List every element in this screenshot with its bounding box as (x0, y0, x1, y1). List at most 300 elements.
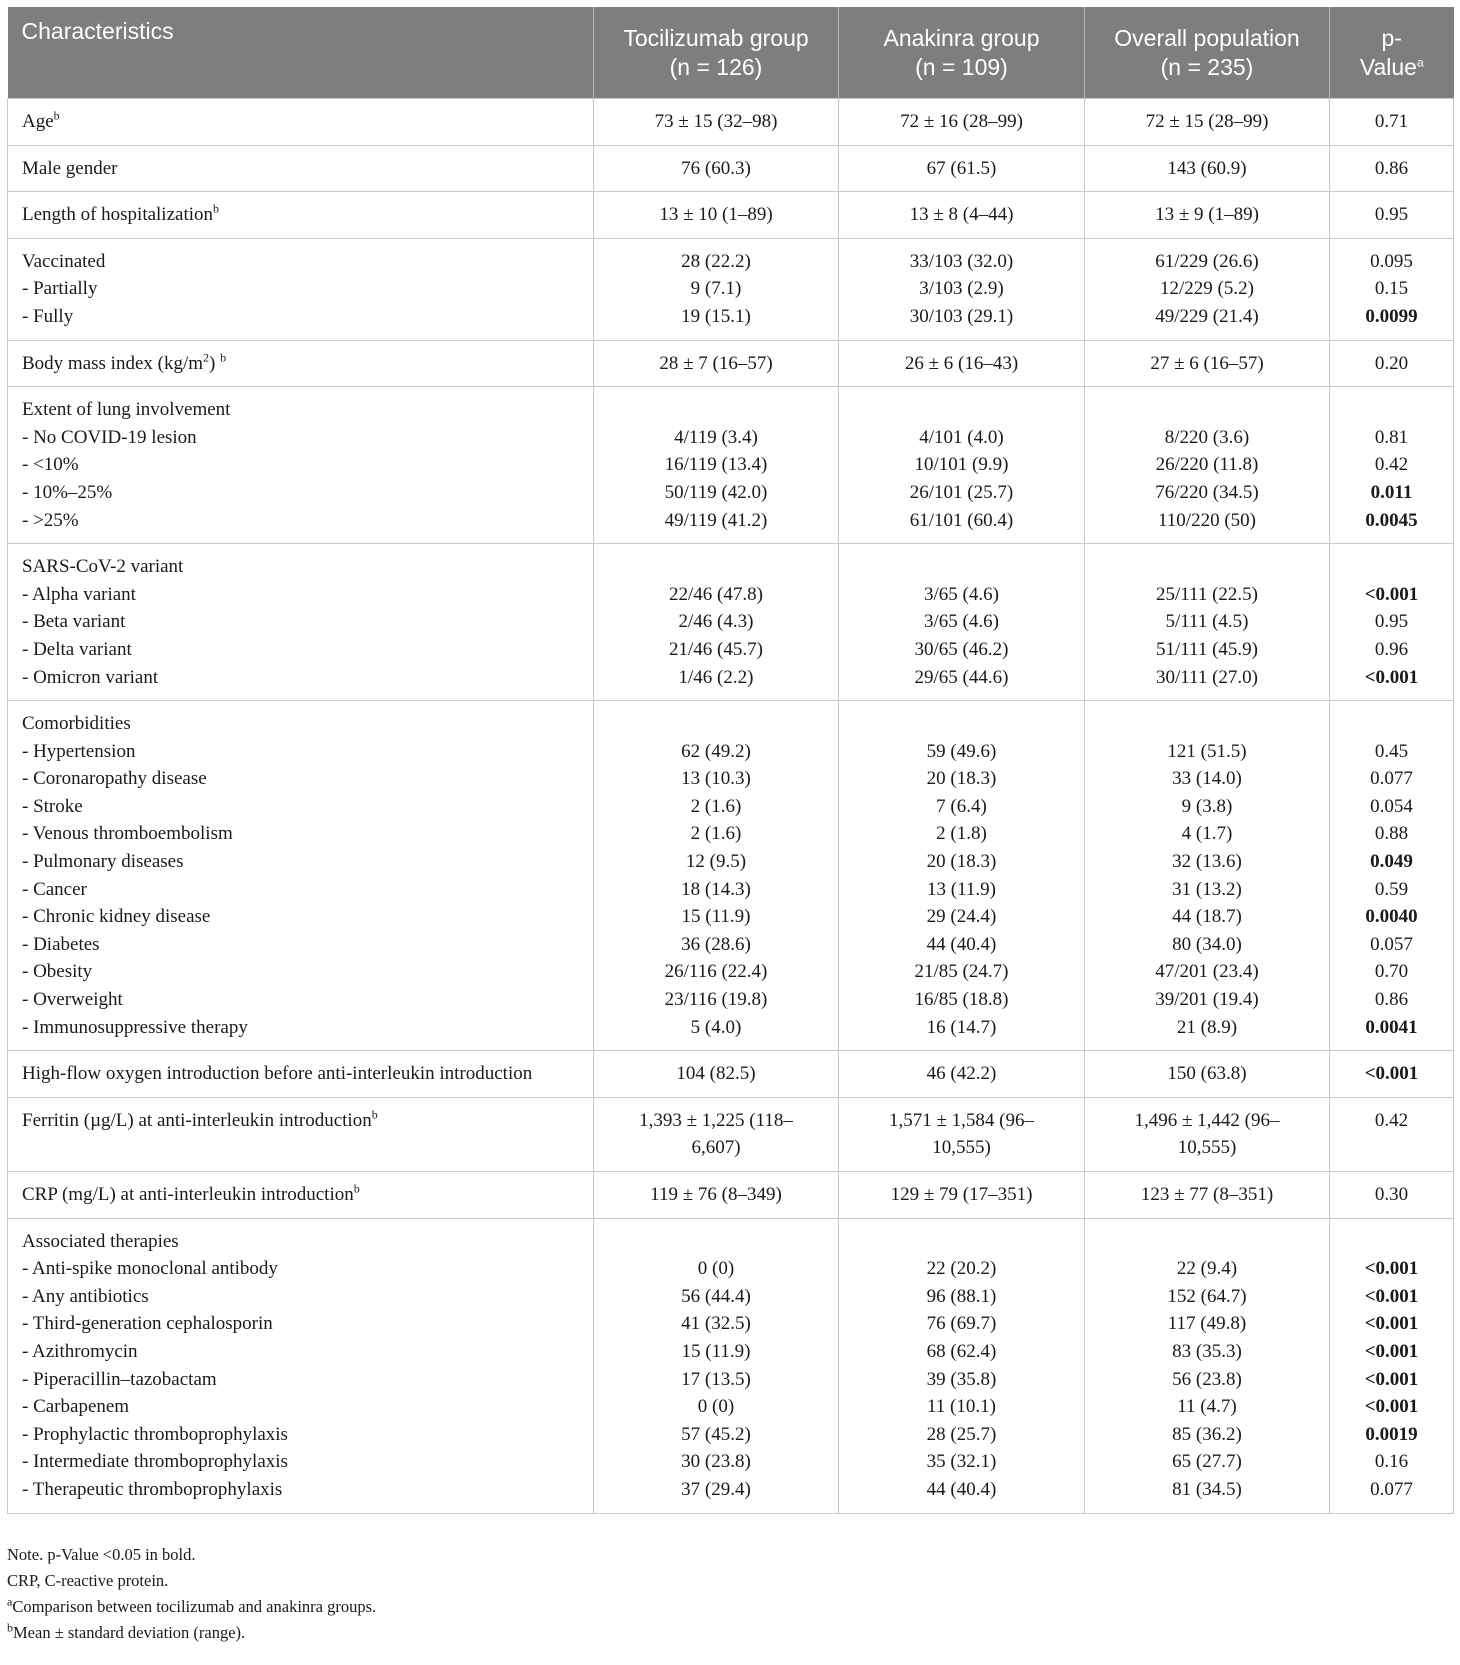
cell-value: 50/119 (42.0) (664, 481, 768, 503)
p-value-significant: <0.001 (1364, 1368, 1419, 1390)
cell-value (600, 553, 832, 581)
cell-value: 16 (14.7) (926, 1016, 997, 1038)
cell-value: 26 ± 6 (16–43) (904, 352, 1019, 374)
overall-cell (1085, 701, 1330, 1051)
cell-value: 26/101 (25.7) (909, 481, 1014, 503)
p-value: 0.057 (1370, 933, 1413, 955)
footnote-mark: b (371, 1107, 378, 1122)
sub-characteristic-label: - No COVID-19 lesion (22, 426, 197, 448)
p-value-cell (1330, 387, 1454, 544)
header-row (8, 7, 1454, 99)
overall-cell (1085, 1097, 1330, 1171)
cell-value (1091, 710, 1323, 738)
sub-characteristic-label: - Immunosuppressive therapy (22, 1016, 248, 1038)
cell-value: 96 (88.1) (926, 1285, 997, 1307)
p-value-significant: <0.001 (1364, 583, 1419, 605)
cell-value: 1,571 ± 1,584 (96– (888, 1109, 1034, 1131)
footnote-mark: 2 (203, 350, 210, 365)
p-value-cell (1330, 544, 1454, 701)
cell-value: 56 (44.4) (681, 1285, 751, 1307)
characteristic-cell (8, 238, 594, 340)
p-value: 0.59 (1374, 878, 1409, 900)
p-value: 0.86 (1374, 157, 1409, 179)
characteristics-table (7, 7, 1454, 1514)
cell-value: 152 (64.7) (1167, 1285, 1247, 1307)
cell-value: 83 (35.3) (1172, 1340, 1242, 1362)
sub-characteristic-label: - Omicron variant (22, 666, 159, 688)
tocilizumab-cell (594, 1097, 839, 1171)
p-value: 0.96 (1374, 638, 1409, 660)
p-value: 0.15 (1374, 278, 1409, 300)
cell-value (1091, 1228, 1323, 1256)
p-value-significant: 0.049 (1370, 851, 1413, 873)
p-value (1334, 553, 1449, 581)
sub-characteristic-label: - Fully (22, 305, 74, 327)
cell-value: 65 (27.7) (1172, 1451, 1242, 1473)
characteristic-cell (8, 1051, 594, 1098)
cell-value: 26/116 (22.4) (664, 961, 768, 983)
cell-value: 16/119 (13.4) (664, 454, 768, 476)
characteristic-cell (8, 192, 594, 239)
p-value-cell (1330, 1172, 1454, 1219)
p-value (1334, 710, 1449, 738)
cell-value: 22 (9.4) (1176, 1258, 1238, 1280)
overall-cell (1085, 238, 1330, 340)
cell-value: 67 (61.5) (926, 157, 997, 179)
table-row (8, 1172, 1454, 1219)
characteristic-label: High-flow oxygen introduction before anti-interleukin introduction (22, 1063, 533, 1085)
cell-value: 68 (62.4) (926, 1340, 997, 1362)
sub-characteristic-label: - Beta variant (22, 611, 126, 633)
anakinra-cell (839, 99, 1085, 146)
header-pvalue-footnote-mark: a (1416, 54, 1424, 69)
anakinra-cell (839, 238, 1085, 340)
cell-value: 62 (49.2) (681, 740, 751, 762)
cell-value: 39/201 (19.4) (1155, 989, 1259, 1011)
cell-value: 56 (23.8) (1172, 1368, 1242, 1390)
header-tocilizumab-n: (n = 126) (669, 53, 763, 80)
cell-value: 61/229 (26.6) (1155, 250, 1259, 272)
sub-characteristic-label: - Delta variant (22, 638, 132, 660)
cell-value (1091, 553, 1323, 581)
tocilizumab-cell (594, 544, 839, 701)
cell-value: 10,555) (1177, 1137, 1237, 1159)
characteristic-cell (8, 701, 594, 1051)
p-value: 0.054 (1370, 795, 1413, 817)
sub-characteristic-label: - 10%–25% (22, 481, 113, 503)
p-value-significant: <0.001 (1364, 1340, 1419, 1362)
cell-value: 51/111 (45.9) (1155, 638, 1259, 660)
header-anakinra (839, 7, 1085, 99)
tocilizumab-cell (594, 145, 839, 192)
sub-characteristic-label: - Overweight (22, 989, 123, 1011)
tocilizumab-cell (594, 238, 839, 340)
cell-value: 117 (49.8) (1167, 1313, 1247, 1335)
cell-value: 41 (32.5) (681, 1313, 751, 1335)
cell-value: 15 (11.9) (681, 906, 751, 928)
sub-characteristic-label: - Prophylactic thromboprophylaxis (22, 1423, 288, 1445)
overall-cell (1085, 99, 1330, 146)
sub-characteristic-label: - Intermediate thromboprophylaxis (22, 1451, 288, 1473)
sub-characteristic-label: - Carbapenem (22, 1396, 130, 1418)
cell-value: 76/220 (34.5) (1155, 481, 1259, 503)
characteristic-cell (8, 387, 594, 544)
table-row (8, 387, 1454, 544)
footnote-a: $^a$Comparison between tocilizumab and anakinra groups. (7, 1594, 377, 1616)
table-row (8, 1051, 1454, 1098)
table-container (7, 7, 1453, 1514)
cell-value (1091, 396, 1323, 424)
anakinra-cell (839, 1097, 1085, 1171)
characteristic-cell (8, 1218, 594, 1513)
cell-value: 1/46 (2.2) (678, 666, 754, 688)
header-tocilizumab (594, 7, 839, 99)
table-body (8, 99, 1454, 1514)
cell-value: 150 (63.8) (1167, 1063, 1247, 1085)
characteristic-label: Body mass index $(kg/m^2)$ $^b$ (22, 350, 227, 374)
tocilizumab-cell (594, 99, 839, 146)
sub-characteristic-label: - Obesity (22, 961, 93, 983)
tocilizumab-cell (594, 1051, 839, 1098)
overall-cell (1085, 387, 1330, 544)
overall-cell (1085, 544, 1330, 701)
overall-cell (1085, 145, 1330, 192)
cell-value: 4/101 (4.0) (919, 426, 1004, 448)
p-value: 0.88 (1374, 823, 1409, 845)
table-row (8, 340, 1454, 387)
cell-value: 44 (40.4) (926, 933, 997, 955)
p-value-cell (1330, 192, 1454, 239)
cell-value: 5 (4.0) (690, 1016, 742, 1038)
footnote-mark: b (213, 201, 220, 216)
cell-value: 110/220 (50) (1158, 509, 1256, 531)
cell-value (845, 396, 1078, 424)
tocilizumab-cell (594, 1218, 839, 1513)
p-value: 0.95 (1374, 204, 1409, 226)
characteristic-label: Male gender (22, 157, 118, 179)
cell-value: 15 (11.9) (681, 1340, 751, 1362)
table-header (8, 7, 1454, 99)
sub-characteristic-label: - Cancer (22, 878, 87, 900)
cell-value: 20 (18.3) (926, 768, 997, 790)
cell-value: 121 (51.5) (1167, 740, 1247, 762)
cell-value: 13 ± 9 (1–89) (1155, 204, 1259, 226)
cell-value: 47/201 (23.4) (1155, 961, 1259, 983)
sub-characteristic-label: - Coronaropathy disease (22, 768, 207, 790)
header-tocilizumab-label: Tocilizumab group (623, 24, 809, 51)
cell-value: 28 (25.7) (926, 1423, 997, 1445)
p-value: 0.20 (1374, 352, 1409, 374)
cell-value: 13 (10.3) (681, 768, 751, 790)
cell-value: 28 (22.2) (681, 250, 751, 272)
footnote-mark: b (53, 108, 60, 123)
characteristic-label: Ferritin (µg/L) at anti-interleukin introduction$^b$ (22, 1107, 378, 1131)
cell-value: 19 (15.1) (681, 305, 751, 327)
cell-value: 1,496 ± 1,442 (96– (1134, 1109, 1280, 1131)
tocilizumab-cell (594, 701, 839, 1051)
p-value: 0.86 (1374, 989, 1409, 1011)
p-value-significant: <0.001 (1364, 1258, 1419, 1280)
cell-value (845, 710, 1078, 738)
cell-value: 30/65 (46.2) (914, 638, 1009, 660)
sub-characteristic-label: - <10% (22, 454, 79, 476)
tocilizumab-cell (594, 340, 839, 387)
sub-characteristic-label: - Any antibiotics (22, 1285, 149, 1307)
cell-value: 37 (29.4) (681, 1478, 751, 1500)
characteristic-label: Length of hospitalization$^b$ (22, 201, 220, 226)
cell-value: 3/103 (2.9) (919, 278, 1004, 300)
sub-characteristic-label: - >25% (22, 509, 79, 531)
p-value: 0.71 (1374, 111, 1409, 132)
cell-value: 11 (4.7) (1177, 1396, 1237, 1418)
p-value-significant: 0.0099 (1365, 305, 1418, 327)
sub-characteristic-label: - Piperacillin–tazobactam (22, 1368, 217, 1390)
cell-value: 44 (40.4) (926, 1478, 997, 1500)
cell-value: 44 (18.7) (1172, 906, 1242, 928)
table-row (8, 192, 1454, 239)
cell-value: 61/101 (60.4) (909, 509, 1014, 531)
header-pvalue-line2: Value$^a$ (1359, 53, 1424, 80)
cell-value: 13 ± 8 (4–44) (909, 204, 1014, 226)
characteristic-cell (8, 145, 594, 192)
cell-value: 3/65 (4.6) (924, 583, 999, 605)
cell-value: 46 (42.2) (926, 1063, 997, 1085)
header-characteristics: Characteristics (8, 7, 594, 99)
cell-value (600, 396, 832, 424)
header-anakinra-label: Anakinra group (883, 24, 1040, 51)
footnote-note: Note. p-Value <0.05 in bold. (7, 1545, 196, 1564)
cell-value: 57 (45.2) (681, 1423, 751, 1445)
anakinra-cell (839, 387, 1085, 544)
cell-value: 33 (14.0) (1172, 768, 1242, 790)
cell-value: 6,607) (691, 1137, 741, 1159)
cell-value: 0 (0) (697, 1396, 735, 1418)
sub-characteristic-label: - Hypertension (22, 740, 136, 762)
p-value: 0.81 (1374, 426, 1409, 448)
cell-value: 80 (34.0) (1172, 933, 1242, 955)
cell-value: 76 (69.7) (926, 1313, 997, 1335)
footnote-b: $^b$Mean ± standard deviation (range). (7, 1620, 246, 1642)
p-value-significant: <0.001 (1364, 1285, 1419, 1307)
cell-value: 36 (28.6) (681, 933, 751, 955)
sub-characteristic-label: - Chronic kidney disease (22, 906, 211, 928)
cell-value: 22/46 (47.8) (669, 583, 763, 605)
table-row (8, 145, 1454, 192)
cell-value: 5/111 (4.5) (1165, 611, 1249, 633)
p-value: 0.095 (1370, 250, 1413, 272)
tocilizumab-cell (594, 1172, 839, 1219)
p-value-significant: 0.011 (1370, 481, 1413, 503)
characteristic-cell (8, 544, 594, 701)
cell-value: 119 ± 76 (8–349) (650, 1184, 782, 1205)
cell-value: 22 (20.2) (926, 1258, 997, 1280)
p-value-significant: 0.0019 (1365, 1423, 1418, 1445)
p-value: 0.95 (1374, 611, 1409, 633)
cell-value: 21/85 (24.7) (914, 961, 1009, 983)
overall-cell (1085, 340, 1330, 387)
p-value-cell (1330, 1051, 1454, 1098)
p-value-significant: 0.0045 (1365, 509, 1418, 531)
cell-value: 21/46 (45.7) (669, 638, 763, 660)
characteristic-cell (8, 1097, 594, 1171)
cell-value: 2 (1.6) (690, 823, 742, 845)
table-footnotes (7, 1542, 376, 1646)
cell-value: 104 (82.5) (676, 1063, 756, 1085)
cell-value (600, 710, 832, 738)
sub-characteristic-label: - Pulmonary diseases (22, 851, 184, 873)
p-value: 0.30 (1374, 1184, 1409, 1205)
p-value: 0.42 (1374, 454, 1409, 476)
cell-value: 10,555) (932, 1137, 991, 1159)
characteristic-label: SARS-CoV-2 variant (22, 556, 184, 578)
table-row (8, 1218, 1454, 1513)
cell-value: 30 (23.8) (681, 1451, 751, 1473)
cell-value: 32 (13.6) (1172, 851, 1242, 873)
sub-characteristic-label: - Third-generation cephalosporin (22, 1313, 273, 1335)
cell-value: 73 ± 15 (32–98) (654, 111, 778, 132)
p-value: 0.077 (1370, 1478, 1413, 1500)
cell-value: 129 ± 79 (17–351) (890, 1184, 1033, 1205)
cell-value: 28 ± 7 (16–57) (659, 352, 773, 374)
p-value (1334, 396, 1449, 424)
sub-characteristic-label: - Diabetes (22, 933, 100, 955)
cell-value: 3/65 (4.6) (924, 611, 999, 633)
footnote-crp: CRP, C-reactive protein. (7, 1571, 169, 1590)
anakinra-cell (839, 192, 1085, 239)
sub-characteristic-label: - Partially (22, 278, 98, 300)
anakinra-cell (839, 701, 1085, 1051)
p-value-significant: <0.001 (1364, 1063, 1419, 1085)
sub-characteristic-label: - Azithromycin (22, 1340, 138, 1362)
cell-value: 20 (18.3) (926, 851, 997, 873)
cell-value: 9 (7.1) (690, 278, 742, 300)
tocilizumab-cell (594, 387, 839, 544)
cell-value: 7 (6.4) (936, 795, 987, 817)
cell-value: 39 (35.8) (926, 1368, 997, 1390)
table-row (8, 544, 1454, 701)
overall-cell (1085, 1172, 1330, 1219)
cell-value: 8/220 (3.6) (1164, 426, 1250, 448)
p-value-cell (1330, 238, 1454, 340)
cell-value: 26/220 (11.8) (1155, 454, 1259, 476)
cell-value: 0 (0) (697, 1258, 735, 1280)
cell-value: 72 ± 16 (28–99) (900, 111, 1023, 132)
characteristic-label: Extent of lung involvement (22, 399, 231, 421)
cell-value: 12/229 (5.2) (1160, 278, 1254, 300)
overall-cell (1085, 1051, 1330, 1098)
header-overall (1085, 7, 1330, 99)
sub-characteristic-label: - Anti-spike monoclonal antibody (22, 1258, 278, 1280)
cell-value: 11 (10.1) (927, 1396, 996, 1418)
cell-value (845, 553, 1078, 581)
cell-value: 30/103 (29.1) (909, 305, 1014, 327)
cell-value: 49/229 (21.4) (1155, 305, 1259, 327)
p-value-cell (1330, 1097, 1454, 1171)
header-pvalue-line1: p- (1381, 24, 1402, 51)
p-value-significant: 0.0041 (1365, 1016, 1418, 1038)
characteristic-cell (8, 99, 594, 146)
sub-characteristic-label: - Stroke (22, 795, 83, 817)
characteristic-cell (8, 340, 594, 387)
p-value-cell (1330, 1218, 1454, 1513)
characteristic-label: Comorbidities (22, 713, 131, 735)
overall-cell (1085, 1218, 1330, 1513)
cell-value: 72 ± 15 (28–99) (1145, 111, 1269, 132)
characteristic-cell (8, 1172, 594, 1219)
p-value: 0.45 (1374, 740, 1409, 762)
header-overall-label: Overall population (1114, 24, 1300, 51)
anakinra-cell (839, 1051, 1085, 1098)
cell-value: 2 (1.6) (690, 795, 742, 817)
p-value: 0.70 (1374, 961, 1409, 983)
header-anakinra-n: (n = 109) (915, 53, 1008, 80)
cell-value: 21 (8.9) (1176, 1016, 1238, 1038)
cell-value: 2 (1.8) (936, 823, 987, 845)
anakinra-cell (839, 1218, 1085, 1513)
cell-value: 85 (36.2) (1172, 1423, 1242, 1445)
cell-value: 13 (11.9) (927, 878, 996, 900)
p-value-significant: <0.001 (1364, 666, 1419, 688)
sub-characteristic-label: - Alpha variant (22, 583, 136, 605)
cell-value: 59 (49.6) (926, 740, 997, 762)
anakinra-cell (839, 1172, 1085, 1219)
sub-characteristic-label: - Venous thromboembolism (22, 823, 233, 845)
cell-value: 4 (1.7) (1181, 823, 1233, 845)
p-value-cell (1330, 701, 1454, 1051)
cell-value: 18 (14.3) (681, 878, 751, 900)
characteristic-label: Associated therapies (22, 1230, 179, 1252)
footnote-mark: b (353, 1181, 360, 1196)
table-row (8, 1097, 1454, 1171)
characteristic-label: CRP (mg/L) at anti-interleukin introduction$^b$ (22, 1181, 360, 1205)
p-value: 0.16 (1374, 1451, 1409, 1473)
header-overall-n: (n = 235) (1160, 53, 1254, 80)
p-value-significant: 0.0040 (1365, 906, 1418, 928)
cell-value: 31 (13.2) (1172, 878, 1242, 900)
cell-value: 12 (9.5) (685, 851, 747, 873)
p-value-cell (1330, 145, 1454, 192)
cell-value: 4/119 (3.4) (674, 426, 758, 448)
cell-value: 123 ± 77 (8–351) (1140, 1184, 1274, 1205)
cell-value: 27 ± 6 (16–57) (1150, 352, 1264, 374)
cell-value: 143 (60.9) (1167, 157, 1247, 179)
cell-value: 2/46 (4.3) (678, 611, 754, 633)
cell-value: 17 (13.5) (681, 1368, 751, 1390)
sub-characteristic-label: - Therapeutic thromboprophylaxis (22, 1478, 283, 1500)
table-row (8, 238, 1454, 340)
cell-value: 35 (32.1) (926, 1451, 997, 1473)
cell-value: 76 (60.3) (681, 157, 751, 179)
cell-value: 13 ± 10 (1–89) (659, 204, 773, 226)
cell-value: 9 (3.8) (1181, 795, 1233, 817)
p-value-cell (1330, 99, 1454, 146)
footnote-mark: b (220, 350, 227, 365)
p-value-cell (1330, 340, 1454, 387)
cell-value: 10/101 (9.9) (914, 454, 1009, 476)
characteristic-label: Age$^b$ (22, 108, 60, 132)
cell-value: 1,393 ± 1,225 (118– (639, 1109, 793, 1131)
cell-value: 81 (34.5) (1172, 1478, 1242, 1500)
p-value: 0.42 (1374, 1109, 1409, 1131)
overall-cell (1085, 192, 1330, 239)
cell-value (600, 1228, 832, 1256)
p-value: 0.077 (1370, 768, 1413, 790)
cell-value: 16/85 (18.8) (914, 989, 1009, 1011)
cell-value: 29/65 (44.6) (914, 666, 1009, 688)
tocilizumab-cell (594, 192, 839, 239)
table-row (8, 99, 1454, 146)
p-value-significant: <0.001 (1364, 1313, 1419, 1335)
